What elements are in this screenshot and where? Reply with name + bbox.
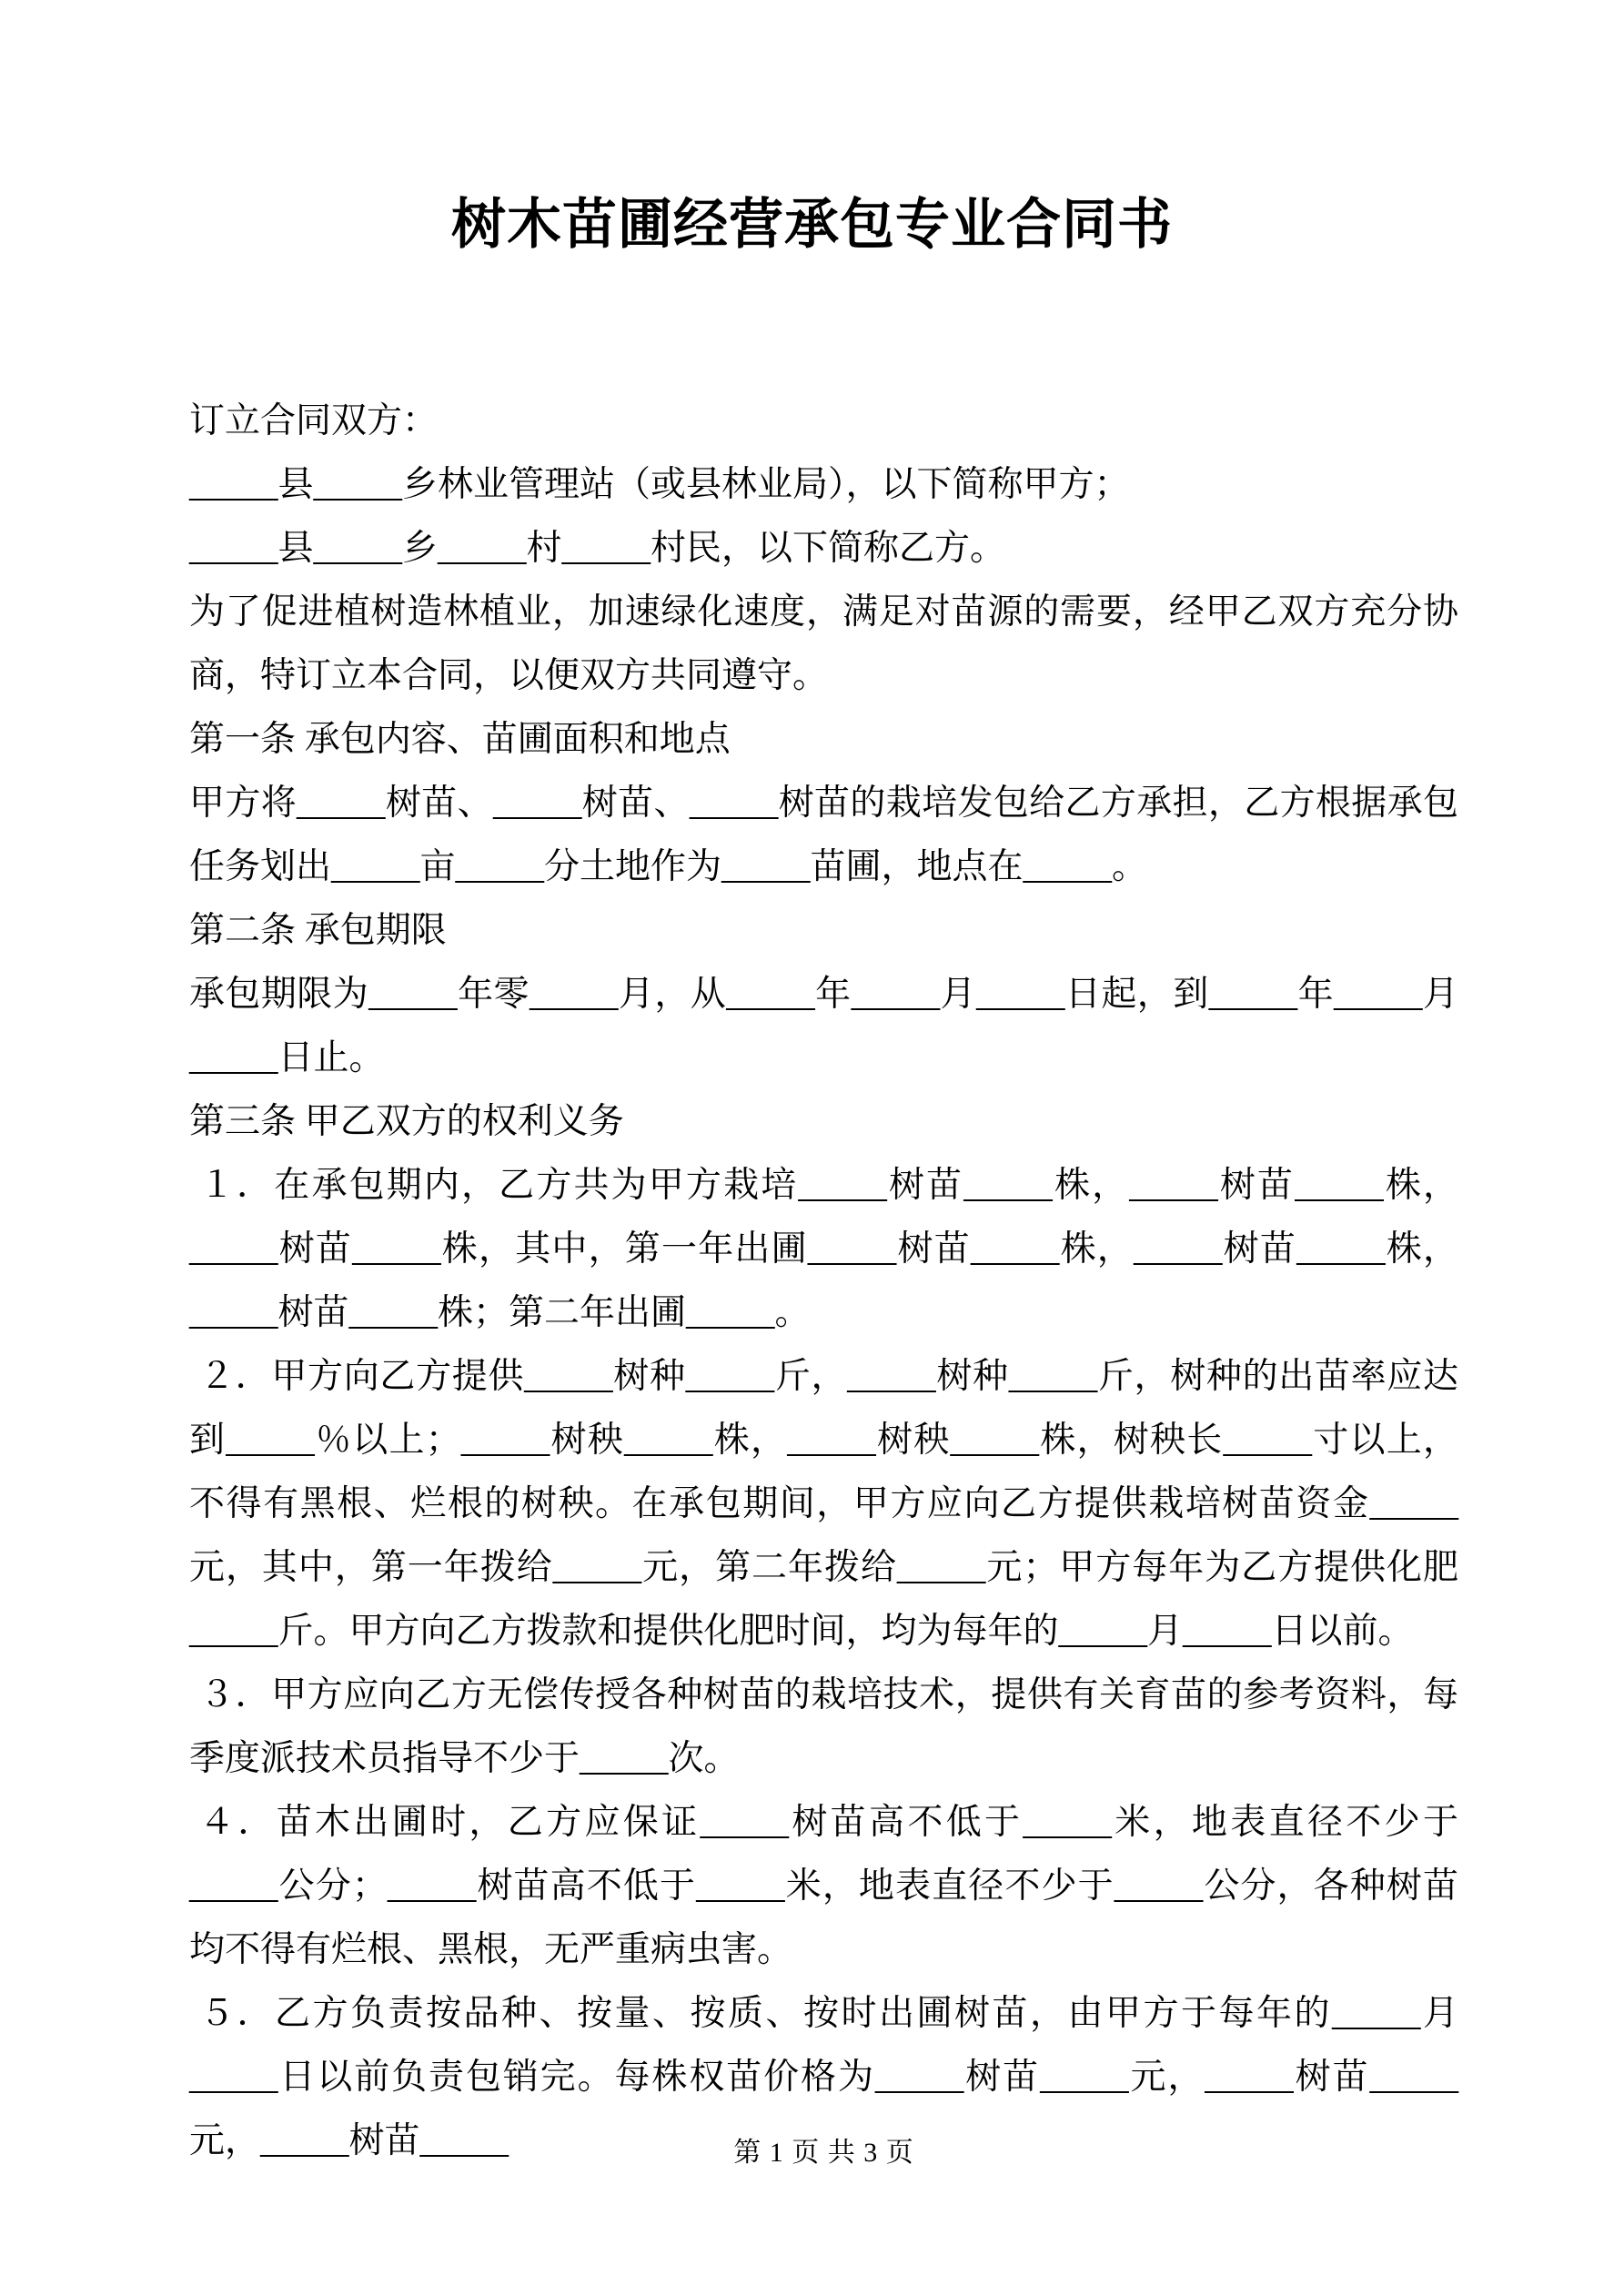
clause-3-paragraph: ３．甲方应向乙方无偿传授各种树苗的栽培技术，提供有关育苗的参考资料，每季度派技术员指导不少于_____次。 (189, 1675, 1458, 1778)
page-number-footer: 第 1 页 共 3 页 (733, 2138, 914, 2168)
article-3-heading: 第三条 甲乙双方的权利义务 (189, 1102, 624, 1141)
party-a-line: _____县_____乡林业管理站（或县林业局），以下简称甲方； (189, 465, 1130, 504)
clause-2-paragraph: ２．甲方向乙方提供_____树种_____斤，_____树种_____斤，树种的出苗率应达到_____％以上；_____树秧_____株，_____树秧_____株，树秧长_____寸以上，不得有黑根、烂根的树秧。在承包期间，甲方应向乙方提供栽培树苗资金_____元，其中，第一年拨给_____元，第二年拨给_____元；甲方每年为乙方提供化肥_____斤。甲方向乙方拨款和提供化肥时间，均为每年的_____月_____日以前。 (189, 1357, 1458, 1651)
clause-4-paragraph: ４．苗木出圃时，乙方应保证_____树苗高不低于_____米，地表直径不少于_____公分；_____树苗高不低于_____米，地表直径不少于_____公分，各种树苗均不得有烂根、黑根，无严重病虫害。 (189, 1803, 1458, 1969)
article-1-heading: 第一条 承包内容、苗圃面积和地点 (189, 720, 731, 759)
clause-5-paragraph: ５．乙方负责按品种、按量、按质、按时出圃树苗，由甲方于每年的_____月_____日以前负责包销完。每株权苗价格为_____树苗_____元，_____树苗_____元，_____树苗_____ (189, 1994, 1458, 2160)
article-1-body: 甲方将_____树苗、_____树苗、_____树苗的栽培发包给乙方承担，乙方根据承包任务划出_____亩_____分土地作为_____苗圃，地点在_____。 (189, 784, 1458, 886)
party-b-line: _____县_____乡_____村_____村民，以下简称乙方。 (189, 529, 1006, 568)
clause-1-paragraph: １．在承包期内，乙方共为甲方栽培_____树苗_____株，_____树苗_____株，_____树苗_____株，其中，第一年出圃_____树苗_____株，_____树苗_____株，_____树苗_____株；第二年出圃_____。 (189, 1166, 1458, 1332)
parties-intro-line: 订立合同双方： (189, 401, 439, 440)
article-2-heading: 第二条 承包期限 (189, 911, 447, 950)
document-title: 树木苗圃经营承包专业合同书 (451, 195, 1173, 255)
document-body (0, 389, 1624, 2173)
article-2-body: 承包期限为_____年零_____月，从_____年_____月_____日起，到_____年_____月_____日止。 (189, 975, 1458, 1077)
preamble-paragraph: 为了促进植树造林植业，加速绿化速度，满足对苗源的需要，经甲乙双方充分协商，特订立本合同，以便双方共同遵守。 (189, 592, 1458, 695)
